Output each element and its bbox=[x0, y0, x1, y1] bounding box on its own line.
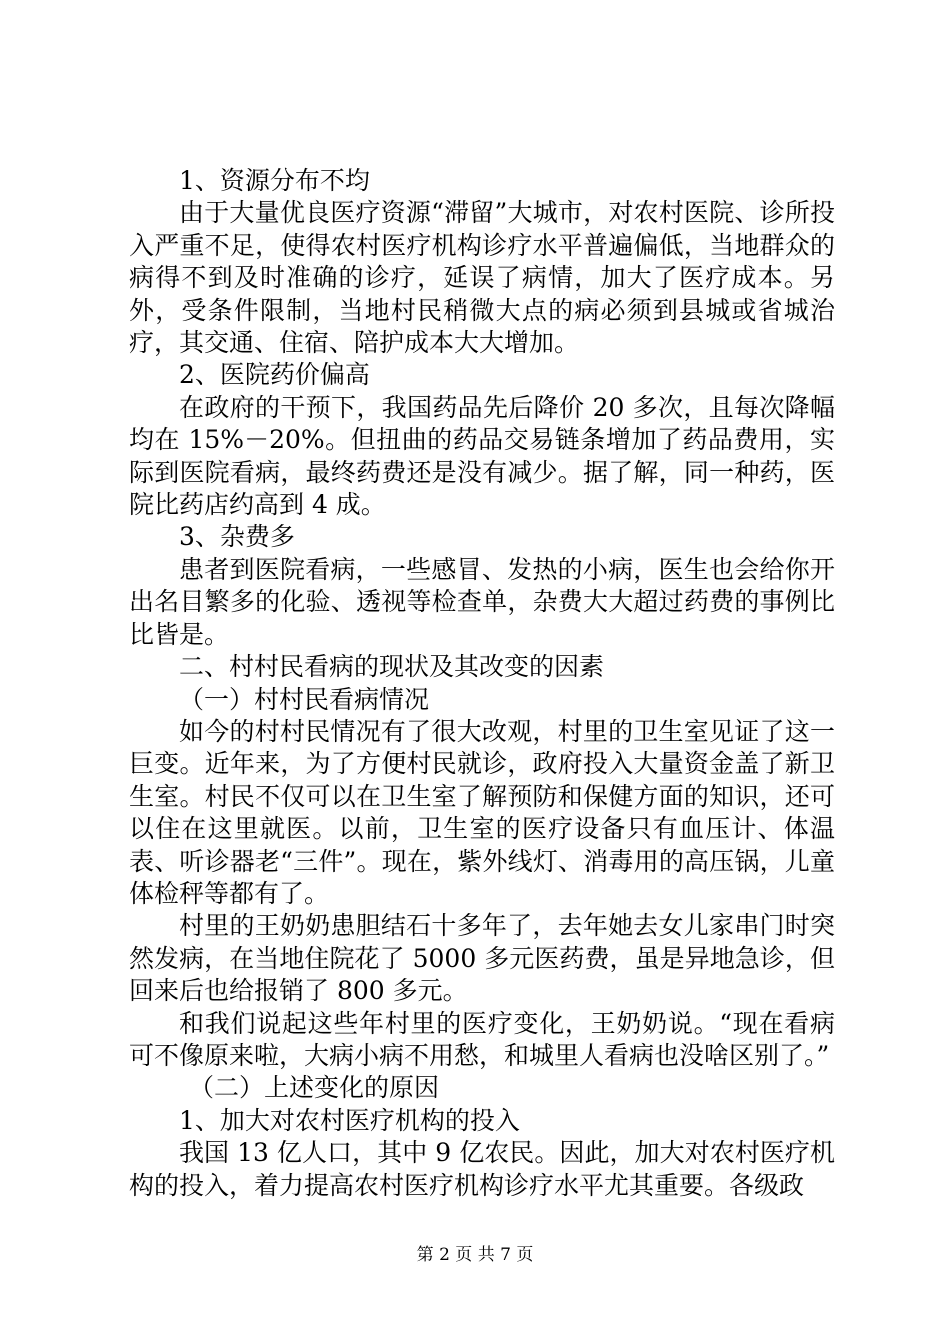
document-body bbox=[129, 165, 835, 1202]
paragraph-resource-distribution: 由于大量优良医疗资源“滞留”大城市，对农村医院、诊所投入严重不足，使得农村医疗机构诊疗水平普遍偏低，当地群众的病得不到及时准确的诊疗，延误了病情，加大了医疗成本。另外，受条件限制，当地村民稍微大点的病必须到县城或省城治疗，其交通、住宿、陪护成本大大增加。 bbox=[129, 198, 835, 358]
section-heading-drug-prices: 2、医院药价偏高 bbox=[179, 360, 370, 390]
section-heading-resource-distribution: 1、资源分布不均 bbox=[179, 166, 370, 195]
paragraph-grandma-wang-case: 村里的王奶奶患胆结石十多年了，去年她去女儿家串门时突然发病，在当地住院花了 5000 多元医药费，虽是异地急诊，但回来后也给报销了 800 多元。 bbox=[129, 911, 835, 1006]
section-heading-misc-fees: 3、杂费多 bbox=[179, 522, 295, 552]
paragraph-misc-fees: 患者到医院看病，一些感冒、发热的小病，医生也会给你开出名目繁多的化验、透视等检查单，杂费大大超过药费的事例比比皆是。 bbox=[129, 554, 835, 649]
subsection-heading-reasons: （二）上述变化的原因 bbox=[189, 1073, 440, 1103]
section-heading-increase-investment: 1、加大对农村医疗机构的投入 bbox=[179, 1105, 520, 1135]
paragraph-clinic-changes: 如今的村村民情况有了很大改观，村里的卫生室见证了这一巨变。近年来，为了方便村民就诊，政府投入大量资金盖了新卫生室。村民不仅可以在卫生室了解预防和保健方面的知识，还可以住在这里就医。以前，卫生室的医疗设备只有血压计、体温表、听诊器老“三件”。现在，紫外线灯、消毒用的高压锅，儿童体检秤等都有了。 bbox=[129, 716, 835, 908]
paragraph-grandma-wang-quote: 和我们说起这些年村里的医疗变化，王奶奶说。“现在看病可不像原来啦，大病小病不用愁，和城里人看病也没啥区别了。” bbox=[129, 1008, 835, 1070]
page-number-footer: 第 2 页 共 7 页 bbox=[416, 1245, 534, 1265]
chapter-heading-current-status: 二、村村民看病的现状及其改变的因素 bbox=[179, 652, 605, 682]
paragraph-drug-prices: 在政府的干预下，我国药品先后降价 20 多次，且每次降幅均在 15%－20%。但扭曲的药品交易链条增加了药品费用，实际到医院看病，最终药费还是没有减少。据了解，同一种药，医院比药店约高到 4 成。 bbox=[129, 392, 835, 520]
subsection-heading-villager-situation: （一）村村民看病情况 bbox=[179, 684, 430, 714]
paragraph-investment: 我国 13 亿人口，其中 9 亿农民。因此，加大对农村医疗机构的投入，着力提高农村医疗机构诊疗水平尤其重要。各级政 bbox=[129, 1138, 835, 1200]
